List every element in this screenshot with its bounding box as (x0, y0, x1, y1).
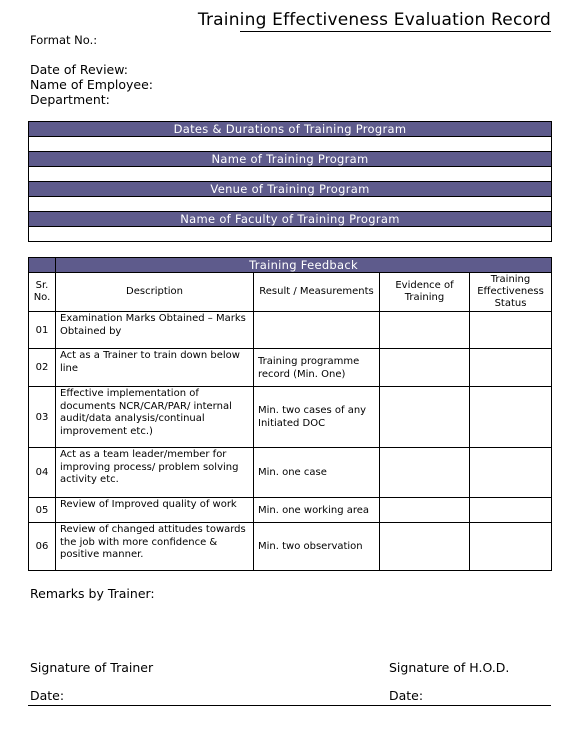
signature-trainer-label: Signature of Trainer (30, 660, 154, 675)
row-evidence[interactable] (380, 523, 470, 571)
row-result[interactable]: Min. two observation (254, 523, 380, 571)
remarks-by-trainer-label: Remarks by Trainer: (30, 586, 155, 601)
col-result: Result / Measurements (254, 273, 380, 312)
row-evidence[interactable] (380, 312, 470, 349)
venue-field[interactable] (29, 197, 551, 212)
faculty-field[interactable] (29, 227, 551, 241)
format-no-label: Format No.: (30, 33, 98, 47)
training-feedback-table (28, 257, 552, 571)
row-number: 04 (29, 448, 56, 498)
row-status[interactable] (470, 448, 552, 498)
row-description: Review of changed attitudes towards the job with more confidence & positive manner. (56, 523, 254, 571)
col-sr-no: Sr. No. (29, 273, 56, 312)
row-number: 05 (29, 498, 56, 523)
feedback-title-row (29, 258, 552, 273)
signature-hod-label: Signature of H.O.D. (389, 660, 510, 675)
row-description: Act as a team leader/member for improving process/ problem solving activity etc. (56, 448, 254, 498)
document-title: Training Effectiveness Evaluation Record (197, 10, 551, 30)
row-status[interactable] (470, 349, 552, 387)
row-status[interactable] (470, 498, 552, 523)
department-label: Department: (30, 92, 110, 107)
title-underline (240, 31, 551, 32)
date-of-review-label: Date of Review: (30, 62, 128, 77)
faculty-header: Name of Faculty of Training Program (29, 212, 551, 227)
table-row (29, 448, 552, 498)
program-name-header: Name of Training Program (29, 152, 551, 167)
row-number: 06 (29, 523, 56, 571)
row-status[interactable] (470, 387, 552, 448)
row-number: 02 (29, 349, 56, 387)
row-evidence[interactable] (380, 387, 470, 448)
name-of-employee-label: Name of Employee: (30, 77, 153, 92)
row-status[interactable] (470, 523, 552, 571)
program-name-field[interactable] (29, 167, 551, 182)
col-evidence: Evidence of Training (380, 273, 470, 312)
row-result[interactable]: Min. one working area (254, 498, 380, 523)
row-number: 01 (29, 312, 56, 349)
row-description: Review of Improved quality of work (56, 498, 254, 523)
row-evidence[interactable] (380, 349, 470, 387)
feedback-title: Training Feedback (56, 258, 552, 273)
row-evidence[interactable] (380, 448, 470, 498)
col-description: Description (56, 273, 254, 312)
trainer-date-label: Date: (30, 688, 65, 703)
row-result[interactable]: Training programme record (Min. One) (254, 349, 380, 387)
training-program-block (28, 121, 552, 242)
row-status[interactable] (470, 312, 552, 349)
table-row (29, 523, 552, 571)
feedback-title-corner (29, 258, 56, 273)
dates-durations-header: Dates & Durations of Training Program (29, 122, 551, 137)
table-row (29, 498, 552, 523)
table-row (29, 312, 552, 349)
feedback-column-headers (29, 273, 552, 312)
table-row (29, 349, 552, 387)
dates-durations-field[interactable] (29, 137, 551, 152)
row-result[interactable]: Min. two cases of any Initiated DOC (254, 387, 380, 448)
row-result[interactable]: Min. one case (254, 448, 380, 498)
row-description: Examination Marks Obtained – Marks Obtained by (56, 312, 254, 349)
row-evidence[interactable] (380, 498, 470, 523)
hod-date-label: Date: (389, 688, 424, 703)
table-row (29, 387, 552, 448)
row-result[interactable] (254, 312, 380, 349)
row-description: Effective implementation of documents NCR/CAR/PAR/ internal audit/data analysis/continual improvement etc.) (56, 387, 254, 448)
venue-header: Venue of Training Program (29, 182, 551, 197)
footer-rule (28, 705, 551, 706)
col-status: Training Effectiveness Status (470, 273, 552, 312)
row-description: Act as a Trainer to train down below line (56, 349, 254, 387)
row-number: 03 (29, 387, 56, 448)
